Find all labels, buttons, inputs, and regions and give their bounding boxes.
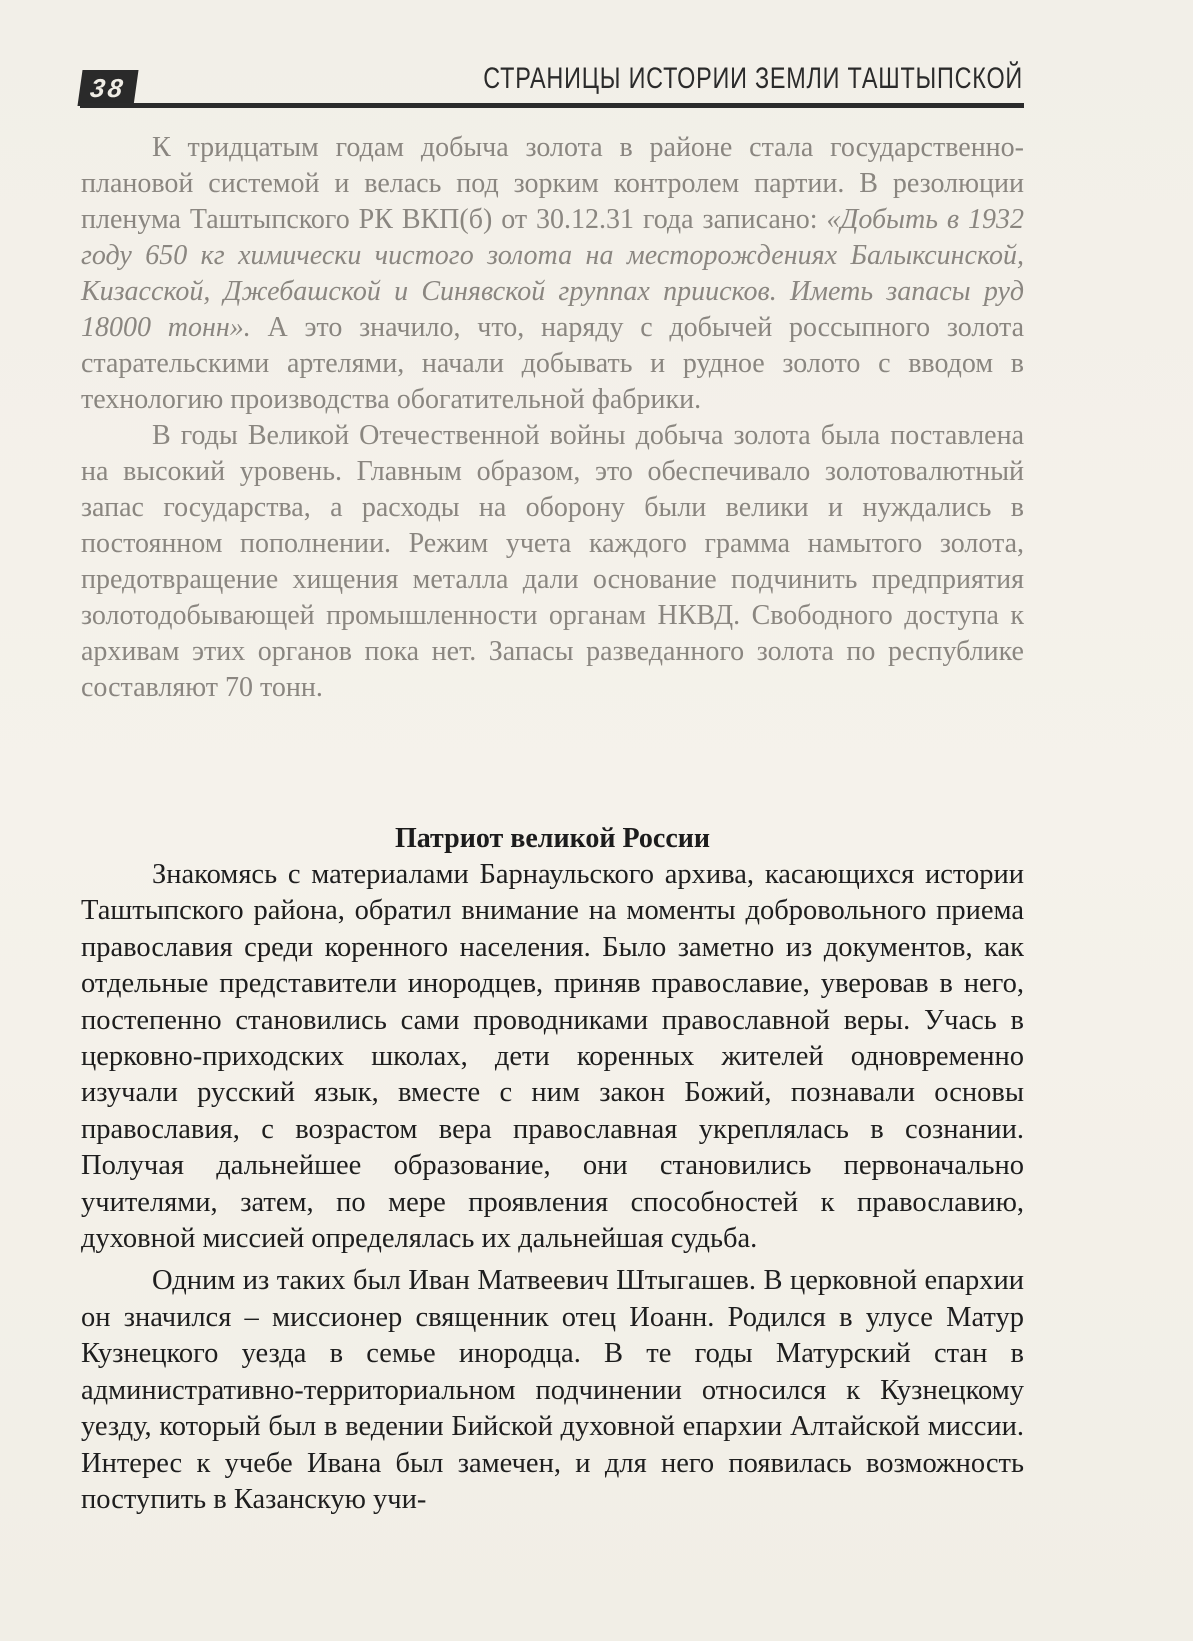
paragraph-text: К тридцатым годам добыча золота в районе стала государственно-плановой системой и велась под зорким контролем партии. В резолюции пленума Таштыпского РК ВКП(б) от 30.12.31 года записано: <box>81 132 1024 235</box>
faded-section <box>81 130 1024 706</box>
paragraph-gold-plan <box>81 130 1024 418</box>
section-title: Патриот великой России <box>394 823 711 854</box>
quote-text: «Добыть в 1932 году 650 кг химически чистого золота на месторождениях Балыксинской, Кизасской, Джебашской и Синявской группах приисков. Иметь запасы руд 18000 тонн». <box>81 204 1024 343</box>
paragraph-shtygashev: Одним из таких был Иван Матвеевич Штыгашев. В церковной епархии он значился – миссионер священник отец Иоанн. Родился в улусе Матур Кузнецкого уезда в семье инородца. В те годы Матурский стан в административно-территориальном подчинении относился к Кузнецкому уезду, который был в ведении Бийской духовной епархии Алтайской миссии. Интерес к учебе Ивана был замечен, и для него появилась возможность поступить в Казанскую учи- <box>81 1265 1024 1515</box>
paragraph-war-years: В годы Великой Отечественной войны добыча золота была поставлена на высокий уровень. Главным образом, это обеспечивало золотовалютный запас государства, а расходы на оборону были велики и нуждались в постоянном пополнении. Режим учета каждого грамма намытого золота, предотвращение хищения металла дали основание подчинить предприятия золотодобывающей промышленности органам НКВД. Свободного доступа к архивам этих органов пока нет. Запасы разведанного золота по республике составляют 70 тонн. <box>81 420 1024 703</box>
paragraph-text: А это значило, что, наряду с добычей россыпного золота старательскими артелями, начали добывать и рудное золото с вводом в технологию производства обогатительной фабрики. <box>81 312 1024 415</box>
paragraph-archive: Знакомясь с материалами Барнаульского архива, касающихся истории Таштыпского района, обратил внимание на моменты добровольного приема православия среди коренного населения. Было заметно из документов, как отдельные представители инородцев, приняв православие, уверовав в него, постепенно становились сами проводниками православной веры. Учась в церковно-приходских школах, дети коренных жителей одновременно изучали русский язык, вместе с ним закон Божий, познавали основы православия, с возрастом вера православная укреплялась в сознании. Получая дальнейшее образование, они становились первоначально учителями, затем, по мере проявления способностей к православию, духовной миссией определялась их дальнейшая судьба. <box>81 859 1024 1255</box>
page-number: 38 <box>77 70 138 106</box>
main-section <box>81 857 1024 1518</box>
header-rule <box>80 103 1024 108</box>
running-title: СТРАНИЦЫ ИСТОРИИ ЗЕМЛИ ТАШТЫПСКОЙ <box>483 62 1023 95</box>
